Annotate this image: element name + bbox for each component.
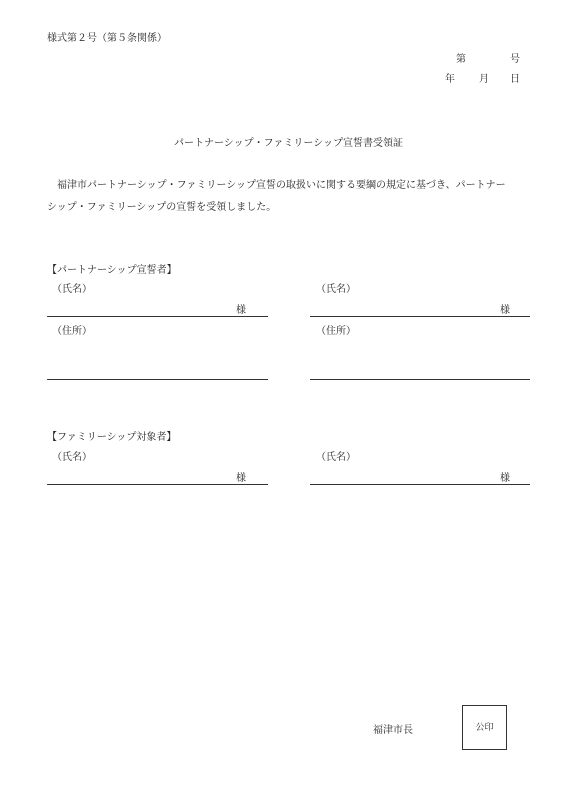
familyship-heading: 【ファミリーシップ対象者】 bbox=[47, 432, 177, 443]
issue-number-suffix: 号 bbox=[510, 54, 520, 65]
partner-left-name-label: （氏名） bbox=[52, 284, 92, 295]
document-title: パートナーシップ・ファミリーシップ宣誓書受領証 bbox=[174, 138, 403, 149]
date-day: 日 bbox=[510, 74, 520, 85]
date-month: 月 bbox=[479, 74, 489, 85]
family-right-honorific: 様 bbox=[500, 473, 510, 484]
partner-right-address-line bbox=[310, 379, 530, 380]
partner-left-address-label: （住所） bbox=[52, 326, 92, 337]
date-year: 年 bbox=[445, 74, 455, 85]
family-left-name-line bbox=[47, 484, 268, 485]
family-left-honorific: 様 bbox=[236, 473, 246, 484]
official-seal-box bbox=[462, 705, 507, 750]
family-right-name-label: （氏名） bbox=[316, 452, 356, 463]
body-line-1: 福津市パートナーシップ・ファミリーシップ宣誓の取扱いに関する要綱の規定に基づき、パートナー bbox=[57, 180, 506, 191]
family-right-name-line bbox=[310, 484, 530, 485]
body-text bbox=[47, 175, 537, 219]
partner-right-name-label: （氏名） bbox=[316, 284, 356, 295]
partner-left-honorific: 様 bbox=[236, 305, 246, 316]
family-left-name-label: （氏名） bbox=[52, 452, 92, 463]
partner-right-honorific: 様 bbox=[500, 305, 510, 316]
issue-number-prefix: 第 bbox=[456, 54, 466, 65]
partner-left-name-line bbox=[47, 316, 268, 317]
partner-left-address-line bbox=[47, 379, 268, 380]
issuer-name: 福津市長 bbox=[373, 725, 413, 736]
official-seal-label: 公印 bbox=[475, 723, 494, 733]
body-line-2: シップ・ファミリーシップの宣誓を受領しました。 bbox=[47, 202, 277, 213]
partner-right-name-line bbox=[310, 316, 530, 317]
partner-right-address-label: （住所） bbox=[316, 326, 356, 337]
form-number: 様式第２号（第５条関係） bbox=[47, 33, 167, 44]
partnership-heading: 【パートナーシップ宣誓者】 bbox=[47, 265, 177, 276]
